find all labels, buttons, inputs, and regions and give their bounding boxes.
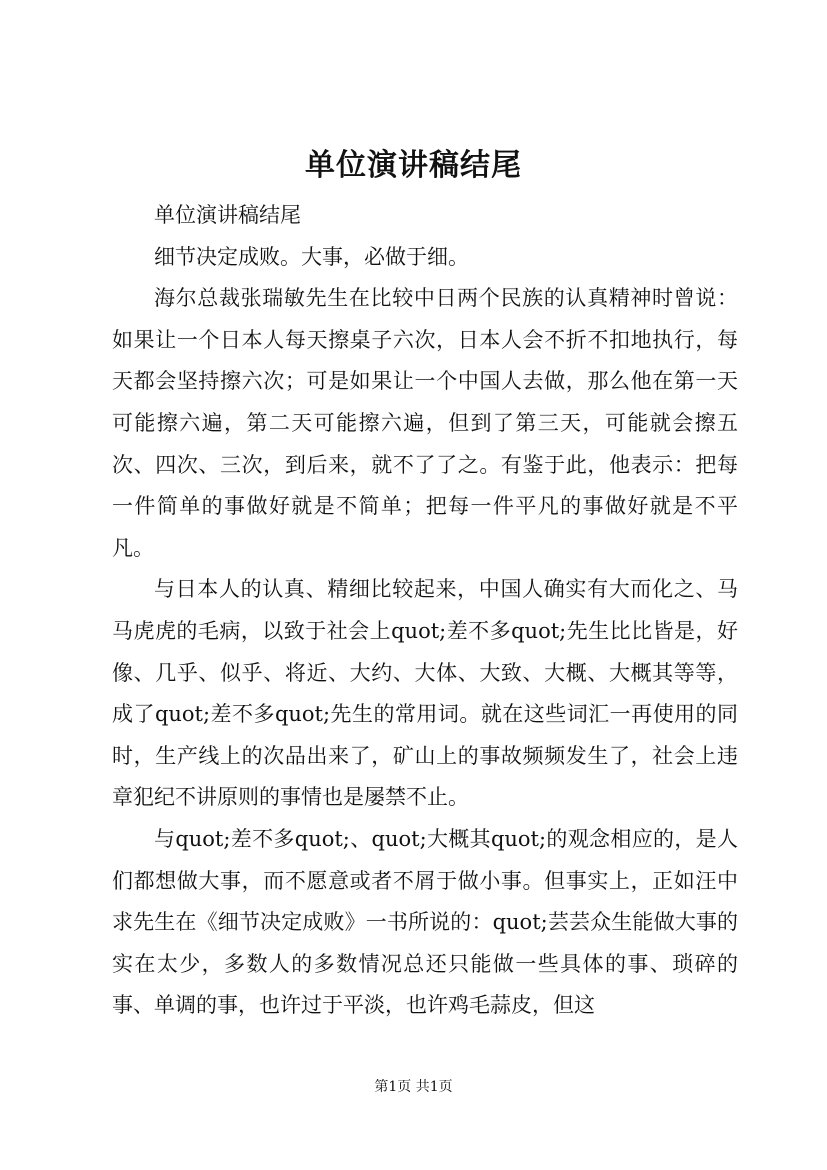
paragraph-haier: 海尔总裁张瑞敏先生在比较中日两个民族的认真精神时曾说：如果让一个日本人每天擦桌子六次，日本人会不折不扣地执行，每天都会坚持擦六次；可是如果让一个中国人去做，那么他在第一天可能擦六遍，第二天可能擦六遍，但到了第三天，可能就会擦五次、四次、三次，到后来，就不了了之。有鉴于此，他表示：把每一件简单的事做好就是不简单；把每一件平凡的事做好就是不平凡。 xyxy=(112,286,738,560)
paragraph-motto: 细节决定成败。大事，必做于细。 xyxy=(154,244,469,269)
paragraph-big-things: 与quot;差不多quot;、quot;大概其quot;的观念相应的，是人们都想做大事，而不愿意或者不屑于做小事。但事实上，正如汪中求先生在《细节决定成败》一书所说的：quot;芸芸众生能做大事的实在太少，多数人的多数情况总还只能做一些具体的事、琐碎的事、单调的事，也许过于平淡，也许鸡毛蒜皮，但这 xyxy=(112,826,738,1018)
paragraph-comparison: 与日本人的认真、精细比较起来，中国人确实有大而化之、马马虎虎的毛病，以致于社会上quot;差不多quot;先生比比皆是，好像、几乎、似乎、将近、大约、大体、大致、大概、大概其等等，成了quot;差不多quot;先生的常用词。就在这些词汇一再使用的同时，生产线上的次品出来了，矿山上的事故频频发生了，社会上违章犯纪不讲原则的事情也是屡禁不止。 xyxy=(112,577,738,810)
document-body xyxy=(112,195,738,1027)
page-footer: 第1页 共1页 xyxy=(374,1079,453,1095)
paragraph-subtitle: 单位演讲稿结尾 xyxy=(154,203,301,227)
document-title: 单位演讲稿结尾 xyxy=(305,148,522,183)
